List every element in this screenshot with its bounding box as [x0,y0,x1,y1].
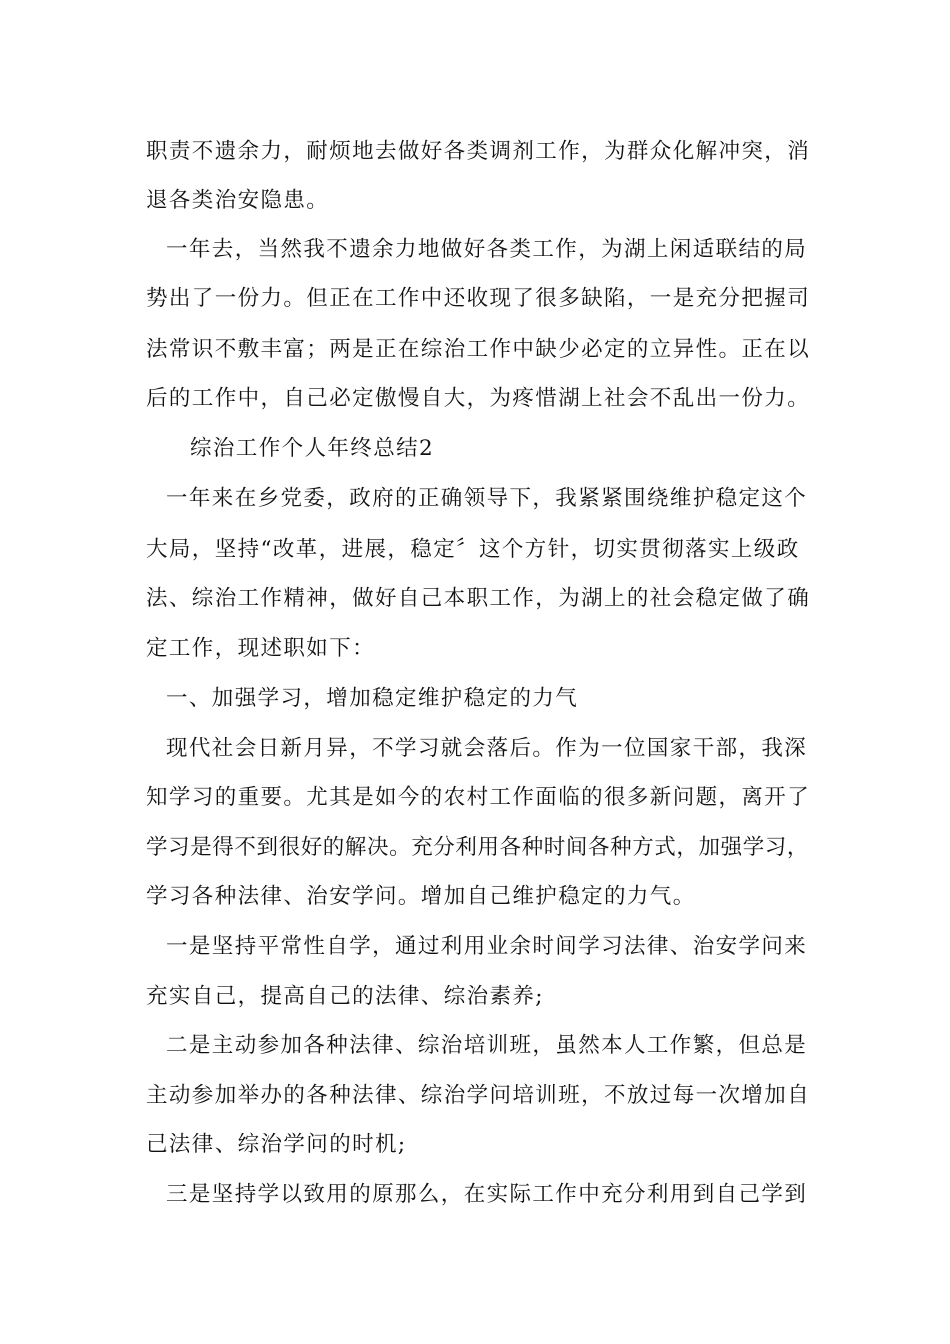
text-line: 势出了一份力。但正在工作中还收现了很多缺陷，一是充分把握司 [146,286,811,311]
section-title: 综治工作个人年终总结2 [190,436,435,461]
text-line: 后的工作中，自己必定傲慢自大，为疼惜湖上社会不乱出一份力。 [146,386,811,411]
text-line: 法常识不敷丰富；两是正在综治工作中缺少必定的立异性。正在以 [146,337,811,362]
paragraph-start-line: 现代社会日新月异，不学习就会落后。作为一位国家干部，我深 [166,736,808,761]
text-line: 学习是得不到很好的解决。充分利用各种时间各种方式，加强学习， [146,835,810,860]
paragraph-start-line: 一年去，当然我不遗余力地做好各类工作，为湖上闲适联结的局 [166,237,808,262]
paragraph-start-line: 一年来在乡党委，政府的正确领导下，我紧紧围绕维护稳定这个 [166,486,808,511]
paragraph-start-line: 三是坚持学以致用的原那么，在实际工作中充分利用到自己学到 [166,1182,808,1207]
text-line: 充实自己，提高自己的法律、综治素养; [146,984,544,1009]
text-line: 退各类治安隐患。 [146,188,330,213]
text-line: 知学习的重要。尤其是如今的农村工作面临的很多新问题，离开了 [146,785,811,810]
subheading: 一、加强学习，增加稳定维护稳定的力气 [166,686,579,711]
text-line: 大局，坚持“改革，进展，稳定〞这个方针，切实贯彻落实上级政 [146,537,800,562]
text-line: 职责不遗余力，耐烦地去做好各类调剂工作，为群众化解冲突，消 [146,139,811,164]
text-line: 法、综治工作精神，做好自己本职工作，为湖上的社会稳定做了确 [146,586,811,611]
text-line: 定工作，现述职如下： [146,636,376,661]
text-line: 己法律、综治学问的时机; [146,1132,407,1157]
text-line: 学习各种法律、治安学问。增加自己维护稳定的力气。 [146,884,696,909]
paragraph-start-line: 二是主动参加各种法律、综治培训班，虽然本人工作繁，但总是 [166,1033,808,1058]
text-line: 主动参加举办的各种法律、综治学问培训班，不放过每一次增加自 [146,1083,811,1108]
paragraph-start-line: 一是坚持平常性自学，通过利用业余时间学习法律、治安学问来 [166,934,808,959]
